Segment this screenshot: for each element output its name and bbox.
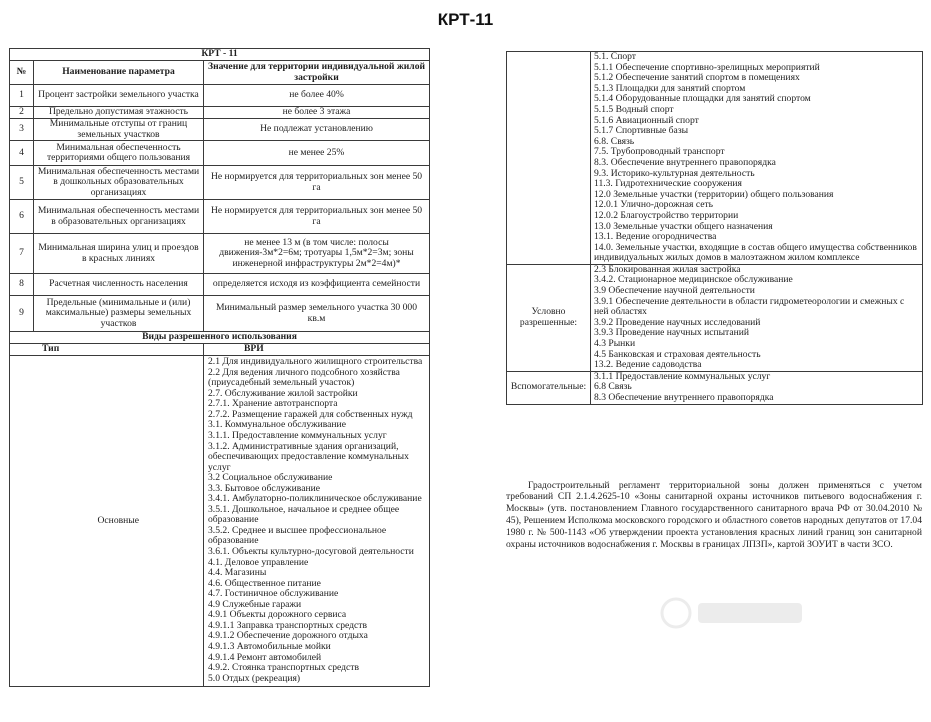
auxiliary-uses-row bbox=[507, 371, 923, 404]
vri-item: 3.9.2 Проведение научных исследований bbox=[594, 316, 761, 328]
vri-item: 2.7.1. Хранение автотранспорта bbox=[208, 398, 338, 410]
vri-item: 3.9 Обеспечение научной деятельности bbox=[594, 285, 755, 297]
vri-item: 4.5 Банковская и страховая деятельность bbox=[594, 348, 761, 360]
row-param: Минимальная обеспеченность территориями общего пользования bbox=[34, 141, 204, 166]
header-num: № bbox=[10, 61, 34, 85]
uses-continuation-table bbox=[506, 51, 923, 405]
vri-item: 3.9.3 Проведение научных испытаний bbox=[594, 327, 750, 339]
vri-item: 3.3. Бытовое обслуживание bbox=[208, 482, 320, 494]
vri-item: 4.6. Общественное питание bbox=[208, 577, 321, 589]
main-uses-list bbox=[204, 356, 430, 687]
parameters-table bbox=[9, 48, 430, 687]
row-param: Минимальная обеспеченность местами в дошкольных образовательных организациях bbox=[34, 166, 204, 200]
row-value: не менее 13 м (в том числе: полосы движения-3м*2=6м; тротуары 1,5м*2=3м; зоны инженерной инфраструктуры 2м*2=4м)* bbox=[204, 234, 430, 274]
vri-item: 7.5. Трубопроводный транспорт bbox=[594, 146, 725, 158]
row-param: Предельные (минимальные и (или) максимальные) размеры земельных участков bbox=[34, 296, 204, 332]
row-num: 8 bbox=[10, 274, 34, 296]
row-num: 5 bbox=[10, 166, 34, 200]
vri-item: 13.0 Земельные участки общего назначения bbox=[594, 220, 773, 232]
conditional-uses-label: Условно разрешенные: bbox=[507, 264, 591, 371]
vri-item: 5.0 Отдых (рекреация) bbox=[208, 672, 301, 684]
row-param: Предельно допустимая этажность bbox=[34, 107, 204, 119]
conditional-uses-row bbox=[507, 264, 923, 371]
row-num: 7 bbox=[10, 234, 34, 274]
vri-item: 12.0.1 Улично-дорожная сеть bbox=[594, 199, 714, 211]
table-row bbox=[10, 166, 430, 200]
vri-item: 8.3 Обеспечение внутреннего правопорядка bbox=[594, 392, 774, 403]
vri-item: 4.4. Магазины bbox=[208, 567, 267, 579]
row-num: 6 bbox=[10, 200, 34, 234]
vri-item: 8.3. Обеспечение внутреннего правопорядка bbox=[594, 156, 776, 168]
vri-item: 3.5.1. Дошкольное, начальное и среднее общее образование bbox=[208, 503, 400, 526]
main-uses-continued-list bbox=[591, 52, 923, 265]
table-row bbox=[10, 274, 430, 296]
table-row bbox=[10, 107, 430, 119]
header-param: Наименование параметра bbox=[34, 61, 204, 85]
vri-item: 5.1.4 Оборудованные площадки для занятий спортом bbox=[594, 93, 811, 105]
vri-item: 3.1.1. Предоставление коммунальных услуг bbox=[208, 430, 387, 442]
row-param: Минимальная обеспеченность местами в образовательных организациях bbox=[34, 200, 204, 234]
conditional-uses-list bbox=[591, 264, 923, 371]
vri-item: 2.1 Для индивидуального жилищного строительства bbox=[208, 356, 423, 368]
main-uses-continued-row bbox=[507, 52, 923, 265]
row-param: Расчетная численность населения bbox=[34, 274, 204, 296]
vri-item: 13.2. Ведение садоводства bbox=[594, 359, 702, 371]
table-row bbox=[10, 200, 430, 234]
auxiliary-uses-list bbox=[591, 371, 923, 404]
header-value: Значение для территории индивидуальной жилой застройки bbox=[204, 61, 430, 85]
main-uses-type: Основные bbox=[34, 356, 204, 687]
vri-item: 13.1. Ведение огородничества bbox=[594, 231, 717, 243]
vri-item: 4.9.1.1 Заправка транспортных средств bbox=[208, 619, 367, 631]
vri-item: 9.3. Историко-культурная деятельность bbox=[594, 167, 755, 179]
vri-item: 4.9 Служебные гаражи bbox=[208, 598, 302, 610]
vri-item: 2.2 Для ведения личного подсобного хозяйства (приусадебный земельный участок) bbox=[208, 366, 400, 389]
table-row bbox=[10, 141, 430, 166]
row-param: Минимальная ширина улиц и проездов в красных линиях bbox=[34, 234, 204, 274]
vri-item: 5.1. Спорт bbox=[594, 51, 636, 62]
vri-item: 4.9.1 Объекты дорожного сервиса bbox=[208, 609, 347, 621]
row-num: 2 bbox=[10, 107, 34, 119]
row-param: Минимальные отступы от границ земельных участков bbox=[34, 119, 204, 141]
vri-item: 12.0 Земельные участки (территории) общего пользования bbox=[594, 188, 834, 200]
vri-item: 3.2 Социальное обслуживание bbox=[208, 472, 333, 484]
uses-header-type: Тип bbox=[10, 344, 204, 356]
row-value: не более 3 этажа bbox=[204, 107, 430, 119]
row-num: 9 bbox=[10, 296, 34, 332]
vri-item: 4.7. Гостиничное обслуживание bbox=[208, 588, 339, 600]
vri-item: 6.8 Связь bbox=[594, 381, 632, 393]
table-row bbox=[10, 85, 430, 107]
vri-item: 3.1. Коммунальное обслуживание bbox=[208, 419, 346, 431]
vri-item: 6.8. Связь bbox=[594, 135, 635, 147]
vri-item: 3.1.2. Административные здания организаций, обеспечивающих предоставление коммунальных услуг bbox=[208, 440, 409, 473]
vri-item: 14.0. Земельные участки, входящие в состав общего имущества собственников индивидуальных жилых домов в малоэтажном жилом комплексе bbox=[594, 241, 917, 264]
vri-item: 4.9.1.2 Обеспечение дорожного отдыха bbox=[208, 630, 368, 642]
vri-item: 5.1.7 Спортивные базы bbox=[594, 125, 689, 137]
row-value: Не нормируется для территориальных зон менее 50 га bbox=[204, 200, 430, 234]
table-row bbox=[10, 119, 430, 141]
row-value: не более 40% bbox=[204, 85, 430, 107]
row-value: Не подлежат установлению bbox=[204, 119, 430, 141]
vri-item: 4.9.1.3 Автомобильные мойки bbox=[208, 640, 331, 652]
vri-item: 4.9.1.4 Ремонт автомобилей bbox=[208, 651, 322, 663]
row-num: 3 bbox=[10, 119, 34, 141]
vri-item: 5.1.6 Авиационный спорт bbox=[594, 114, 699, 126]
vri-item: 3.1.1 Предоставление коммунальных услуг bbox=[594, 370, 771, 382]
row-num: 1 bbox=[10, 85, 34, 107]
table-title: КРТ - 11 bbox=[10, 49, 430, 61]
uses-header-vri: ВРИ bbox=[204, 344, 430, 356]
vri-item: 2.7.2. Размещение гаражей для собственных нужд bbox=[208, 408, 413, 420]
vri-item: 11.3. Гидротехнические сооружения bbox=[594, 178, 742, 190]
vri-item: 5.1.3 Площадки для занятий спортом bbox=[594, 82, 746, 94]
vri-item: 3.4.1. Амбулаторно-поликлиническое обслуживание bbox=[208, 493, 422, 505]
row-num: 4 bbox=[10, 141, 34, 166]
table-row bbox=[10, 234, 430, 274]
row-value: Минимальный размер земельного участка 30 000 кв.м bbox=[204, 296, 430, 332]
row-value: Не нормируется для территориальных зон менее 50 га bbox=[204, 166, 430, 200]
main-uses-row bbox=[10, 356, 430, 687]
vri-item: 4.9.2. Стоянка транспортных средств bbox=[208, 662, 360, 674]
row-value: определяется исходя из коэффициента семейности bbox=[204, 274, 430, 296]
vri-item: 4.1. Деловое управление bbox=[208, 556, 309, 568]
vri-item: 5.1.5 Водный спорт bbox=[594, 103, 674, 115]
vri-item: 2.7. Обслуживание жилой застройки bbox=[208, 387, 358, 399]
row-param: Процент застройки земельного участка bbox=[34, 85, 204, 107]
auxiliary-uses-label: Вспомогательные: bbox=[507, 371, 591, 404]
vri-item: 3.5.2. Среднее и высшее профессиональное образование bbox=[208, 524, 387, 547]
vri-item: 3.6.1. Объекты культурно-досуговой деятельности bbox=[208, 546, 414, 558]
vri-item: 3.4.2. Стационарное медицинское обслуживание bbox=[594, 274, 793, 286]
vri-item: 5.1.1 Обеспечение спортивно-зрелищных мероприятий bbox=[594, 61, 820, 73]
vri-item: 4.3 Рынки bbox=[594, 338, 636, 350]
vri-item: 3.9.1 Обеспечение деятельности в области гидрометеорологии и смежных с ней областях bbox=[594, 295, 905, 318]
vri-item: 5.1.2 Обеспечение занятий спортом в помещениях bbox=[594, 72, 800, 84]
row-value: не менее 25% bbox=[204, 141, 430, 166]
page-title: КРТ-11 bbox=[437, 10, 494, 29]
vri-item: 2.3 Блокированная жилая застройка bbox=[594, 263, 741, 275]
regulation-note: Градостроительный регламент территориальной зоны должен применяться с учетом требований СП 2.1.4.2625-10 «Зоны санитарной охраны источников питьевого водоснабжения г. Москвы» (утв. постановлением Главного государственного санитарного врача РФ от 30.04.2010 № 45), Решением Исполкома московского городского и областного советов народных депутатов от 17.04 1980 г. № 500-1143 «Об утверждении проекта установления красных линий границ зон санитарной охраны источников водоснабжения г. Москвы в границах ЛПЗП», картой ЗОУИТ в части ЗСО. bbox=[506, 479, 922, 550]
table-row bbox=[10, 296, 430, 332]
uses-title: Виды разрешенного использования bbox=[10, 332, 430, 344]
watermark-logo bbox=[660, 595, 810, 631]
vri-item: 12.0.2 Благоустройство территории bbox=[594, 209, 739, 221]
